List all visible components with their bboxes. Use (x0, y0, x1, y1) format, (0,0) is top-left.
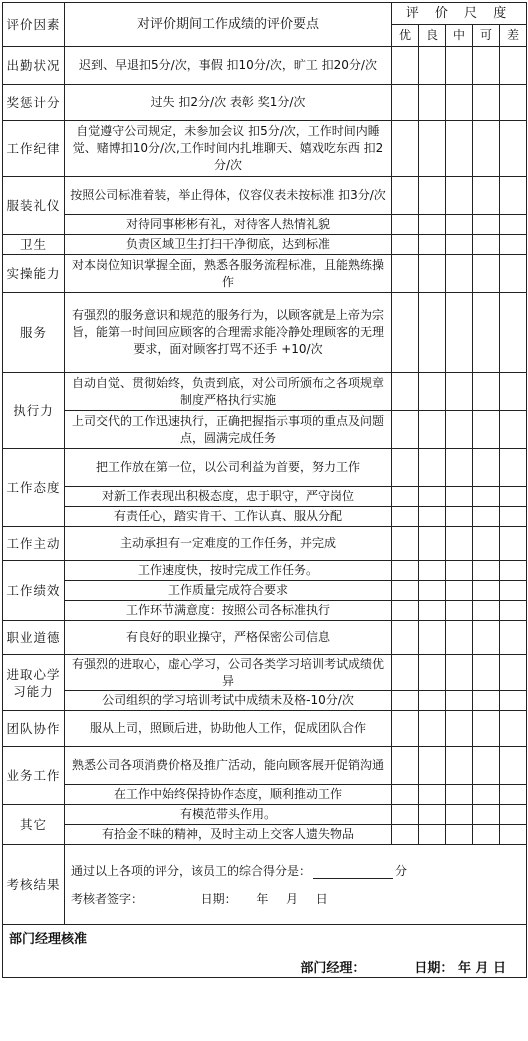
criteria-row (3, 747, 527, 785)
score-cell[interactable] (473, 121, 500, 177)
exam-date-label: 日期： (200, 892, 237, 906)
score-cell[interactable] (419, 411, 446, 449)
score-cell[interactable] (473, 255, 500, 293)
score-cell[interactable] (500, 121, 527, 177)
score-cell[interactable] (419, 177, 446, 215)
score-cell[interactable] (446, 121, 473, 177)
criteria-cell: 工作质量完成符合要求 (65, 581, 392, 601)
score-cell[interactable] (500, 805, 527, 825)
criteria-cell: 对本岗位知识掌握全面，熟悉各服务流程标准，且能熟练操作 (65, 255, 392, 293)
score-cell[interactable] (392, 177, 419, 215)
score-cell[interactable] (500, 785, 527, 805)
score-cell[interactable] (419, 711, 446, 747)
score-cell[interactable] (419, 785, 446, 805)
score-cell[interactable] (446, 747, 473, 785)
criteria-row (3, 177, 527, 215)
criteria-row (3, 373, 527, 411)
score-cell[interactable] (392, 825, 419, 845)
criteria-row (3, 215, 527, 235)
scale-header: 评 价 尺 度 (392, 3, 527, 25)
score-cell[interactable] (392, 581, 419, 601)
score-cell[interactable] (419, 561, 446, 581)
criteria-row (3, 487, 527, 507)
score-cell[interactable] (419, 487, 446, 507)
score-cell[interactable] (473, 561, 500, 581)
score-cell[interactable] (500, 621, 527, 655)
category-cell: 奖惩计分 (3, 85, 65, 121)
score-cell[interactable] (473, 177, 500, 215)
score-cell[interactable] (392, 747, 419, 785)
score-cell[interactable] (446, 373, 473, 411)
category-cell: 业务工作 (3, 747, 65, 805)
category-cell: 进取心学习能力 (3, 655, 65, 711)
criteria-row (3, 235, 527, 255)
score-cell[interactable] (419, 85, 446, 121)
exam-score-text: 通过以上各项的评分，该员工的综合得分是： (71, 864, 312, 878)
score-cell[interactable] (419, 121, 446, 177)
exam-row (3, 845, 527, 925)
criteria-cell: 主动承担有一定难度的工作任务，并完成 (65, 527, 392, 561)
criteria-cell: 过失 扣2分/次 表彰 奖1分/次 (65, 85, 392, 121)
criteria-row (3, 527, 527, 561)
manager-line (9, 960, 520, 977)
criteria-row (3, 507, 527, 527)
score-cell[interactable] (473, 655, 500, 691)
criteria-row (3, 805, 527, 825)
score-cell[interactable] (500, 255, 527, 293)
manager-title: 部门经理核准 (9, 932, 88, 947)
score-cell[interactable] (446, 527, 473, 561)
score-cell[interactable] (500, 411, 527, 449)
score-cell[interactable] (500, 581, 527, 601)
criteria-cell: 工作速度快，按时完成工作任务。 (65, 561, 392, 581)
criteria-cell: 熟悉公司各项消费价格及推广活动，能向顾客展开促销沟通 (65, 747, 392, 785)
criteria-row (3, 121, 527, 177)
score-cell[interactable] (446, 411, 473, 449)
score-cell[interactable] (392, 411, 419, 449)
score-cell[interactable] (446, 215, 473, 235)
score-cell[interactable] (392, 487, 419, 507)
score-cell[interactable] (446, 487, 473, 507)
criteria-cell: 负责区域卫生打扫干净彻底，达到标准 (65, 235, 392, 255)
score-cell[interactable] (392, 47, 419, 85)
score-cell[interactable] (500, 215, 527, 235)
category-cell: 实操能力 (3, 255, 65, 293)
criteria-cell: 有责任心，踏实肯干、工作认真、服从分配 (65, 507, 392, 527)
score-cell[interactable] (392, 561, 419, 581)
score-cell[interactable] (392, 655, 419, 691)
score-blank[interactable] (313, 864, 393, 879)
exam-day: 日 (315, 892, 328, 906)
manager-cell (3, 925, 527, 978)
criteria-cell: 有模范带头作用。 (65, 805, 392, 825)
criteria-cell: 在工作中始终保持协作态度，顺利推动工作 (65, 785, 392, 805)
score-cell[interactable] (446, 449, 473, 487)
criteria-cell: 有强烈的进取心，虚心学习，公司各类学习培训考试成绩优异 (65, 655, 392, 691)
criteria-cell: 对待同事彬彬有礼，对待客人热情礼貌 (65, 215, 392, 235)
score-cell[interactable] (473, 527, 500, 561)
score-cell[interactable] (392, 235, 419, 255)
score-cell[interactable] (446, 581, 473, 601)
score-cell[interactable] (446, 621, 473, 655)
criteria-row (3, 601, 527, 621)
score-cell[interactable] (500, 561, 527, 581)
score-cell[interactable] (419, 601, 446, 621)
category-cell: 职业道德 (3, 621, 65, 655)
criteria-cell: 自觉遵守公司规定，未参加会议 扣5分/次，工作时间内睡觉、赌博扣10分/次,工作时间内扎堆聊天、嬉戏吃东西 扣2分/次 (65, 121, 392, 177)
criteria-row (3, 711, 527, 747)
criteria-row (3, 47, 527, 85)
score-cell[interactable] (500, 293, 527, 373)
score-cell[interactable] (446, 47, 473, 85)
score-cell[interactable] (392, 449, 419, 487)
score-cell[interactable] (419, 527, 446, 561)
exam-content (65, 845, 527, 925)
score-cell[interactable] (446, 561, 473, 581)
score-cell[interactable] (500, 507, 527, 527)
score-cell[interactable] (473, 785, 500, 805)
criteria-cell: 工作环节满意度：按照公司各标准执行 (65, 601, 392, 621)
category-cell: 团队协作 (3, 711, 65, 747)
score-cell[interactable] (500, 527, 527, 561)
score-cell[interactable] (473, 507, 500, 527)
score-cell[interactable] (392, 293, 419, 373)
criteria-cell: 有拾金不昧的精神，及时主动上交客人遗失物品 (65, 825, 392, 845)
score-cell[interactable] (392, 373, 419, 411)
score-cell[interactable] (419, 581, 446, 601)
score-cell[interactable] (473, 411, 500, 449)
score-cell[interactable] (419, 293, 446, 373)
category-cell: 卫生 (3, 235, 65, 255)
score-cell[interactable] (392, 507, 419, 527)
score-cell[interactable] (419, 655, 446, 691)
criteria-cell: 服从上司，照顾后进，协助他人工作，促成团队合作 (65, 711, 392, 747)
criteria-cell: 对新工作表现出积极态度，忠于职守，严守岗位 (65, 487, 392, 507)
score-cell[interactable] (473, 747, 500, 785)
score-cell[interactable] (446, 825, 473, 845)
criteria-row (3, 785, 527, 805)
category-cell: 工作主动 (3, 527, 65, 561)
score-cell[interactable] (473, 373, 500, 411)
criteria-cell: 有良好的职业操守，严格保密公司信息 (65, 621, 392, 655)
criteria-row (3, 655, 527, 691)
score-cell[interactable] (500, 747, 527, 785)
score-cell[interactable] (446, 691, 473, 711)
criteria-cell: 上司交代的工作迅速执行，正确把握指示事项的重点及问题点，圆满完成任务 (65, 411, 392, 449)
score-cell[interactable] (473, 581, 500, 601)
score-cell[interactable] (446, 255, 473, 293)
exam-score-unit: 分 (395, 864, 408, 878)
category-cell: 出勤状况 (3, 47, 65, 85)
score-cell[interactable] (500, 487, 527, 507)
score-cell[interactable] (446, 177, 473, 215)
score-cell[interactable] (473, 293, 500, 373)
score-cell[interactable] (473, 621, 500, 655)
score-cell[interactable] (392, 255, 419, 293)
score-cell[interactable] (446, 655, 473, 691)
score-cell[interactable] (419, 235, 446, 255)
category-cell: 执行力 (3, 373, 65, 449)
score-cell[interactable] (446, 507, 473, 527)
score-cell[interactable] (392, 527, 419, 561)
exam-month: 月 (286, 892, 299, 906)
score-cell[interactable] (419, 691, 446, 711)
manager-row (3, 925, 527, 978)
score-cell[interactable] (500, 655, 527, 691)
criteria-row (3, 293, 527, 373)
score-cell[interactable] (500, 449, 527, 487)
category-cell: 服装礼仪 (3, 177, 65, 235)
score-cell[interactable] (473, 487, 500, 507)
exam-year: 年 (256, 892, 269, 906)
category-cell: 工作绩效 (3, 561, 65, 621)
exam-score-line (71, 851, 520, 891)
score-cell[interactable] (392, 621, 419, 655)
category-cell: 其它 (3, 805, 65, 845)
criteria-row (3, 621, 527, 655)
level-average: 中 (446, 25, 473, 47)
category-cell: 工作态度 (3, 449, 65, 527)
criteria-cell: 迟到、早退扣5分/次，事假 扣10分/次，旷工 扣20分/次 (65, 47, 392, 85)
score-cell[interactable] (392, 785, 419, 805)
signer-label: 考核者签字： (71, 892, 144, 906)
category-cell: 工作纪律 (3, 121, 65, 177)
score-cell[interactable] (446, 85, 473, 121)
evaluation-table (2, 2, 527, 978)
score-cell[interactable] (473, 805, 500, 825)
score-cell[interactable] (473, 691, 500, 711)
score-cell[interactable] (473, 601, 500, 621)
criteria-row (3, 255, 527, 293)
points-header: 对评价期间工作成绩的评价要点 (65, 3, 392, 47)
score-cell[interactable] (419, 825, 446, 845)
criteria-row (3, 581, 527, 601)
score-cell[interactable] (473, 215, 500, 235)
criteria-row (3, 411, 527, 449)
criteria-row (3, 449, 527, 487)
manager-label: 部门经理： (300, 961, 366, 976)
score-cell[interactable] (446, 785, 473, 805)
score-cell[interactable] (473, 47, 500, 85)
score-cell[interactable] (446, 601, 473, 621)
criteria-cell: 自动自觉、贯彻始终，负责到底，对公司所颁布之各项规章制度严格执行实施 (65, 373, 392, 411)
level-poor: 差 (500, 25, 527, 47)
factor-header: 评价因素 (3, 3, 65, 47)
score-cell[interactable] (419, 805, 446, 825)
score-cell[interactable] (500, 235, 527, 255)
criteria-cell: 把工作放在第一位，以公司利益为首要，努力工作 (65, 449, 392, 487)
score-cell[interactable] (419, 47, 446, 85)
score-cell[interactable] (392, 691, 419, 711)
score-cell[interactable] (419, 621, 446, 655)
score-cell[interactable] (500, 825, 527, 845)
score-cell[interactable] (392, 601, 419, 621)
score-cell[interactable] (419, 449, 446, 487)
score-cell[interactable] (473, 235, 500, 255)
score-cell[interactable] (419, 747, 446, 785)
score-cell[interactable] (419, 255, 446, 293)
score-cell[interactable] (500, 85, 527, 121)
score-cell[interactable] (392, 121, 419, 177)
score-cell[interactable] (500, 47, 527, 85)
criteria-row (3, 825, 527, 845)
score-cell[interactable] (446, 235, 473, 255)
exam-sign-line (71, 891, 520, 908)
criteria-cell: 有强烈的服务意识和规范的服务行为，以顾客就是上帝为宗旨，能第一时间回应顾客的合理需求能冷静处理顾客的无理要求，面对顾客打骂不还手 +10/次 (65, 293, 392, 373)
score-cell[interactable] (419, 373, 446, 411)
criteria-row (3, 85, 527, 121)
exam-label: 考核结果 (3, 845, 65, 925)
score-cell[interactable] (446, 805, 473, 825)
score-cell[interactable] (446, 293, 473, 373)
level-excellent: 优 (392, 25, 419, 47)
score-cell[interactable] (392, 215, 419, 235)
score-cell[interactable] (500, 177, 527, 215)
score-cell[interactable] (500, 711, 527, 747)
criteria-cell: 按照公司标准着装，举止得体，仪容仪表未按标准 扣3分/次 (65, 177, 392, 215)
score-cell[interactable] (473, 825, 500, 845)
score-cell[interactable] (392, 85, 419, 121)
score-cell[interactable] (419, 507, 446, 527)
manager-date: 日期： 年 月 日 (414, 961, 506, 976)
score-cell[interactable] (392, 805, 419, 825)
level-fair: 可 (473, 25, 500, 47)
score-cell[interactable] (500, 373, 527, 411)
criteria-row (3, 691, 527, 711)
score-cell[interactable] (473, 449, 500, 487)
score-cell[interactable] (500, 601, 527, 621)
header-row (3, 3, 527, 25)
score-cell[interactable] (473, 711, 500, 747)
score-cell[interactable] (473, 85, 500, 121)
score-cell[interactable] (392, 711, 419, 747)
score-cell[interactable] (446, 711, 473, 747)
criteria-row (3, 561, 527, 581)
score-cell[interactable] (419, 215, 446, 235)
criteria-cell: 公司组织的学习培训考试中成绩未及格-10分/次 (65, 691, 392, 711)
score-cell[interactable] (500, 691, 527, 711)
category-cell: 服务 (3, 293, 65, 373)
level-good: 良 (419, 25, 446, 47)
